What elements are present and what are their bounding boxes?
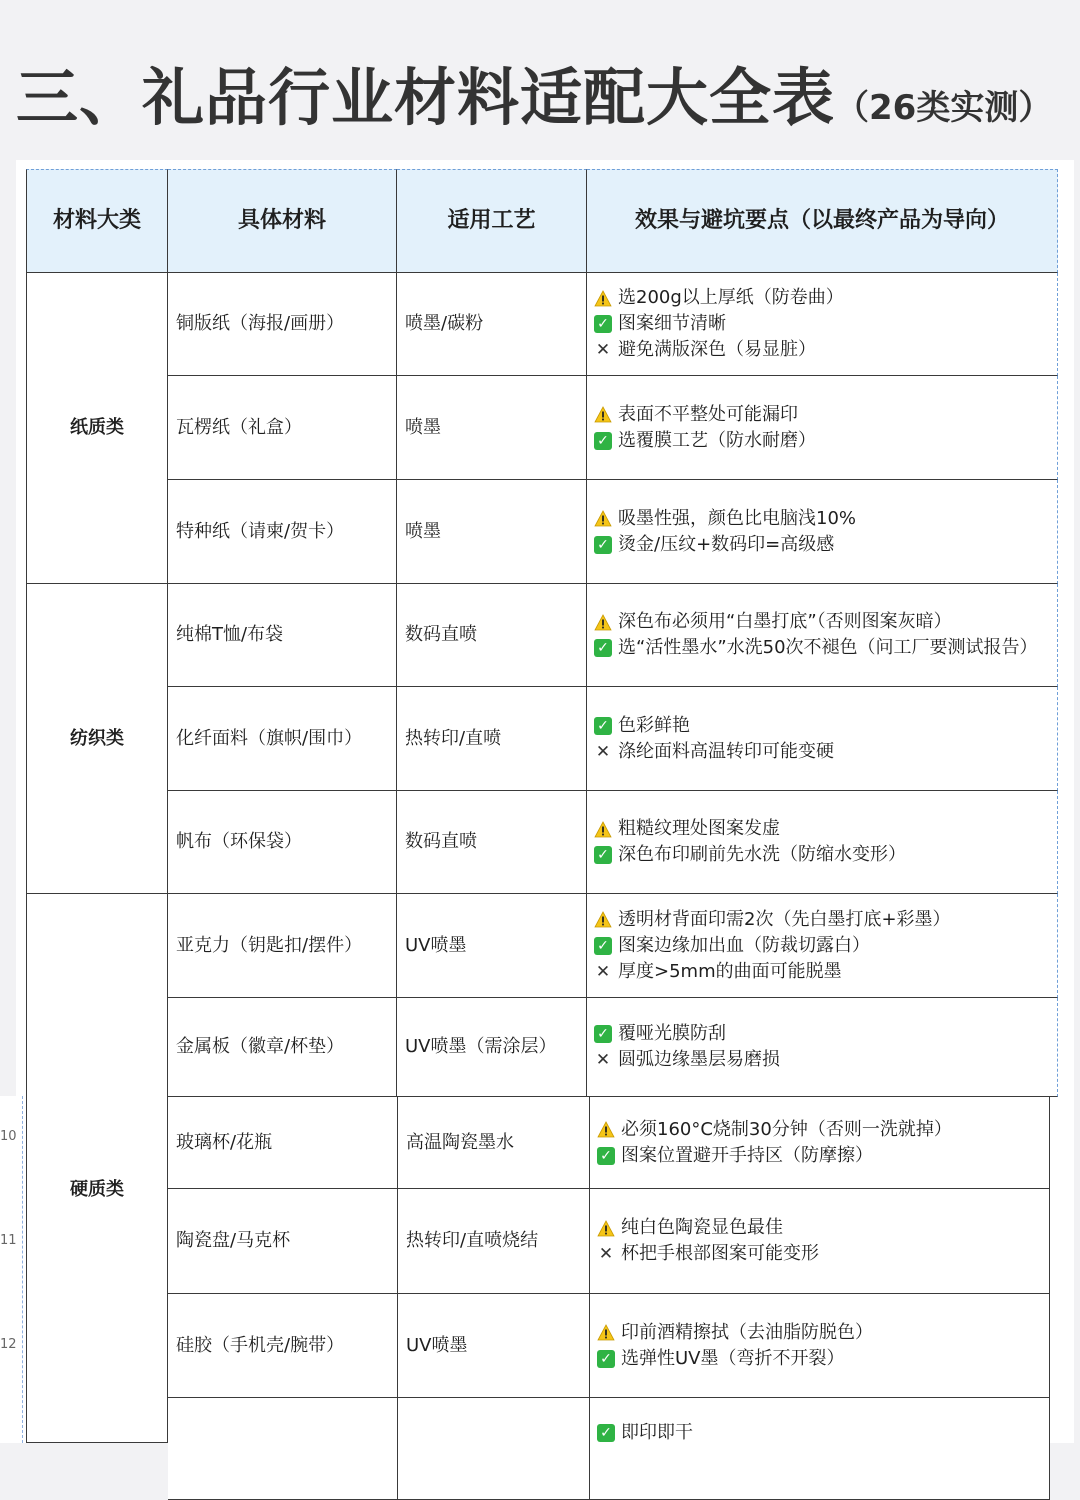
note-line [594, 842, 1057, 868]
process-cell [397, 687, 587, 791]
note-text: 烫金/压纹+数码印=高级感 [618, 533, 835, 555]
material-cell [168, 998, 397, 1097]
note-text: 厚度>5mm的曲面可能脱墨 [618, 960, 842, 982]
category-label: 纺织类 [70, 728, 124, 749]
process-name: 数码直喷 [405, 831, 477, 852]
material-cell [168, 1398, 398, 1500]
process-name: 喷墨 [405, 416, 441, 438]
note-text: 图案边缘加出血（防裁切露白） [618, 934, 870, 956]
note-text: 纯白色陶瓷显色最佳 [621, 1217, 783, 1238]
material-cell [168, 584, 397, 687]
check-icon: ✓ [594, 846, 612, 864]
title-sub: （26类实测） [835, 88, 1053, 128]
note-line [594, 609, 1057, 635]
note-text: 必须160°C烧制30分钟（否则一洗就掉） [621, 1118, 952, 1140]
check-icon: ✓ [597, 1424, 615, 1442]
note-line [594, 285, 1057, 311]
process-cell [397, 376, 587, 480]
process-name: 热转印/直喷 [405, 727, 502, 749]
warning-icon [594, 406, 612, 424]
process-cell [398, 1189, 590, 1294]
header-notes [587, 169, 1058, 273]
note-line [594, 1047, 1057, 1073]
material-cell [168, 894, 397, 998]
note-line [594, 402, 1057, 428]
cross-icon: ✕ [595, 961, 611, 982]
note-text: 图案位置避开手持区（防摩擦） [621, 1144, 873, 1166]
note-line [597, 1320, 1049, 1346]
warning-icon [597, 1219, 615, 1237]
process-cell [398, 1398, 590, 1500]
warning-icon [594, 510, 612, 528]
material-cell [168, 1294, 398, 1398]
check-icon: ✓ [594, 717, 612, 735]
note-line [594, 337, 1057, 363]
process-name: 喷墨/碳粉 [405, 313, 484, 334]
warning-icon [597, 1121, 615, 1139]
notes-cell [587, 376, 1058, 480]
process-name: 数码直喷 [405, 624, 477, 645]
note-line [594, 428, 1057, 454]
material-cell [168, 273, 397, 376]
note-line [594, 933, 1057, 959]
note-text: 覆哑光膜防刮 [618, 1023, 726, 1044]
row-number-gutter [0, 1096, 23, 1443]
header-process [397, 169, 587, 273]
notes-cell [587, 998, 1058, 1097]
check-icon: ✓ [594, 639, 612, 657]
note-line [594, 1021, 1057, 1047]
material-name: 硅胶（手机壳/腕带） [176, 1334, 345, 1356]
note-text: 表面不平整处可能漏印 [618, 403, 798, 425]
process-name: UV喷墨 [405, 934, 467, 956]
warning-icon [597, 1324, 615, 1342]
note-text: 吸墨性强，颜色比电脑浅10% [618, 507, 857, 529]
note-text: 深色布印刷前先水洗（防缩水变形） [618, 844, 906, 865]
process-name: UV喷墨 [406, 1334, 468, 1356]
row-number: 12 [0, 1337, 17, 1352]
cross-icon: ✕ [595, 340, 611, 360]
note-line [594, 739, 1057, 765]
warning-icon [594, 289, 612, 307]
note-line [594, 532, 1057, 558]
note-text: 杯把手根部图案可能变形 [621, 1243, 819, 1264]
cross-icon: ✕ [598, 1244, 614, 1264]
notes-cell [590, 1398, 1050, 1500]
note-line [594, 713, 1057, 739]
notes-cell [590, 1294, 1050, 1398]
category-cell [26, 584, 168, 894]
cross-icon: ✕ [595, 1050, 611, 1070]
process-cell [397, 273, 587, 376]
process-cell [397, 894, 587, 998]
category-cell [26, 894, 168, 1443]
title-main: 三、礼品行业材料适配大全表 [16, 61, 836, 134]
process-cell [397, 584, 587, 687]
note-line [597, 1420, 1049, 1446]
note-text: 选200g以上厚纸（防卷曲） [618, 287, 844, 308]
notes-cell [590, 1189, 1050, 1294]
header-label: 具体材料 [237, 208, 326, 233]
note-text: 涤纶面料高温转印可能变硬 [618, 740, 834, 762]
note-line [594, 959, 1057, 985]
process-cell [397, 998, 587, 1097]
note-text: 印前酒精擦拭（去油脂防脱色） [621, 1321, 873, 1343]
material-cell [168, 376, 397, 480]
process-name: 喷墨 [405, 520, 441, 542]
check-icon: ✓ [594, 1025, 612, 1043]
process-cell [397, 480, 587, 584]
row-number: 10 [0, 1129, 17, 1144]
note-line [594, 635, 1057, 661]
cross-icon: ✕ [595, 741, 611, 762]
process-name: UV喷墨（需涂层） [405, 1036, 557, 1057]
check-icon: ✓ [594, 937, 612, 955]
material-cell [168, 480, 397, 584]
process-cell [397, 791, 587, 894]
check-icon: ✓ [597, 1350, 615, 1368]
process-name: 高温陶瓷墨水 [406, 1131, 514, 1153]
material-name: 铜版纸（海报/画册） [176, 313, 345, 334]
material-cell [168, 791, 397, 894]
check-icon: ✓ [597, 1147, 615, 1165]
notes-cell [587, 584, 1058, 687]
notes-cell [590, 1097, 1050, 1189]
header-category [26, 169, 168, 273]
material-name: 帆布（环保袋） [176, 831, 302, 852]
row-number: 11 [0, 1233, 17, 1248]
note-text: 粗糙纹理处图案发虚 [618, 818, 780, 839]
note-line [594, 311, 1057, 337]
page-title [16, 58, 1052, 148]
warning-icon [594, 820, 612, 838]
note-text: 选弹性UV墨（弯折不开裂） [621, 1347, 845, 1369]
note-text: 避免满版深色（易显脏） [618, 339, 816, 360]
material-cell [168, 687, 397, 791]
note-text: 选覆膜工艺（防水耐磨） [618, 429, 816, 451]
material-cell [168, 1097, 398, 1189]
note-text: 选“活性墨水”水洗50次不褪色（问工厂要测试报告） [618, 637, 1038, 658]
check-icon: ✓ [594, 536, 612, 554]
note-line [597, 1215, 1049, 1241]
header-label: 适用工艺 [447, 208, 536, 233]
material-cell [168, 1189, 398, 1294]
material-name: 化纤面料（旗帜/围巾） [176, 727, 363, 749]
note-text: 色彩鲜艳 [618, 714, 690, 736]
note-line [597, 1143, 1049, 1169]
header-material [168, 169, 397, 273]
note-line [597, 1117, 1049, 1143]
notes-cell [587, 894, 1058, 998]
check-icon: ✓ [594, 315, 612, 333]
note-text: 圆弧边缘墨层易磨损 [618, 1049, 780, 1070]
note-text: 透明材背面印需2次（先白墨打底+彩墨） [618, 908, 951, 930]
material-name: 亚克力（钥匙扣/摆件） [176, 934, 363, 956]
process-name: 热转印/直喷烧结 [406, 1230, 539, 1251]
process-cell [398, 1097, 590, 1189]
note-line [597, 1241, 1049, 1267]
warning-icon [594, 911, 612, 929]
warning-icon [594, 613, 612, 631]
material-name: 纯棉T恤/布袋 [176, 624, 284, 645]
check-icon: ✓ [594, 432, 612, 450]
note-line [597, 1346, 1049, 1372]
category-label: 纸质类 [70, 417, 124, 438]
process-cell [398, 1294, 590, 1398]
note-line [594, 506, 1057, 532]
notes-cell [587, 480, 1058, 584]
material-name: 玻璃杯/花瓶 [176, 1131, 273, 1153]
notes-cell [587, 273, 1058, 376]
note-line [594, 816, 1057, 842]
category-label: 硬质类 [70, 1179, 124, 1200]
note-line [594, 907, 1057, 933]
note-text: 图案细节清晰 [618, 313, 726, 334]
material-name: 瓦楞纸（礼盒） [176, 416, 302, 438]
header-label: 材料大类 [52, 208, 141, 233]
material-name: 陶瓷盘/马克杯 [176, 1230, 291, 1251]
material-name: 金属板（徽章/杯垫） [176, 1036, 345, 1057]
header-label: 效果与避坑要点（以最终产品为导向） [634, 208, 1009, 233]
note-text: 深色布必须用“白墨打底”（否则图案灰暗） [618, 611, 952, 632]
notes-cell [587, 687, 1058, 791]
note-text: 即印即干 [621, 1422, 693, 1443]
category-cell [26, 273, 168, 584]
material-name: 特种纸（请柬/贺卡） [176, 520, 345, 542]
notes-cell [587, 791, 1058, 894]
